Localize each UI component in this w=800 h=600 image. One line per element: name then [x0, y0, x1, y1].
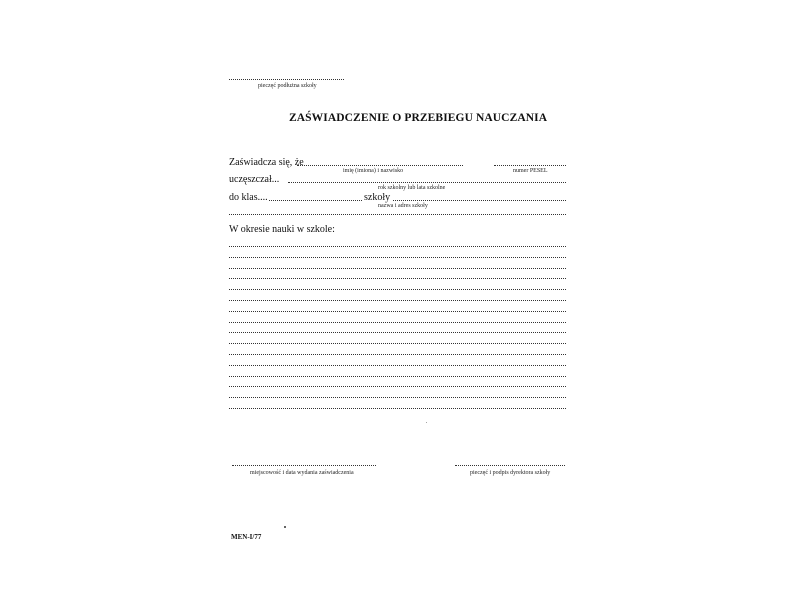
class-label: do klas.... [229, 192, 268, 203]
stamp-line [229, 79, 344, 80]
year-caption: rok szkolny lub lata szkolne [378, 185, 446, 191]
stamp-caption: pieczęć podłużna szkoły [258, 83, 317, 89]
scan-speck [284, 526, 286, 528]
learning-period-line [229, 289, 566, 290]
scan-speck [426, 422, 427, 423]
learning-period-line [229, 278, 566, 279]
learning-period-line [229, 246, 566, 247]
learning-period-line [229, 332, 566, 333]
learning-period-line [229, 322, 566, 323]
learning-period-line [229, 397, 566, 398]
school-line [393, 200, 566, 201]
continuation-line [229, 214, 566, 215]
attended-label: uczęszczał... [229, 174, 280, 185]
learning-period-line [229, 376, 566, 377]
learning-period-line [229, 257, 566, 258]
learning-period-line [229, 343, 566, 344]
name-caption: imię (imiona) i nazwisko [343, 168, 404, 174]
learning-period-line [229, 268, 566, 269]
learning-period-line [229, 354, 566, 355]
learning-period-line [229, 408, 566, 409]
learning-period-line [229, 365, 566, 366]
form-code: MEN-I/77 [231, 533, 262, 541]
pesel-line [494, 165, 566, 166]
director-signature-line [455, 465, 565, 466]
school-label: szkoły [364, 192, 391, 203]
attended-line [288, 182, 566, 183]
learning-period-line [229, 300, 566, 301]
director-caption: pieczęć i podpis dyrektora szkoły [470, 470, 551, 476]
name-line [297, 165, 463, 166]
pesel-caption: numer PESEL [513, 168, 548, 174]
place-date-caption: miejscowość i data wydania zaświadczenia [250, 470, 354, 476]
certifies-label: Zaświadcza się, że [229, 157, 304, 168]
learning-period-label: W okresie nauki w szkole: [229, 224, 335, 235]
place-date-line [232, 465, 376, 466]
class-line [269, 200, 362, 201]
learning-period-line [229, 386, 566, 387]
document-title: ZAŚWIADCZENIE O PRZEBIEGU NAUCZANIA [289, 112, 548, 124]
school-caption: nazwa i adres szkoły [378, 203, 428, 209]
learning-period-line [229, 311, 566, 312]
